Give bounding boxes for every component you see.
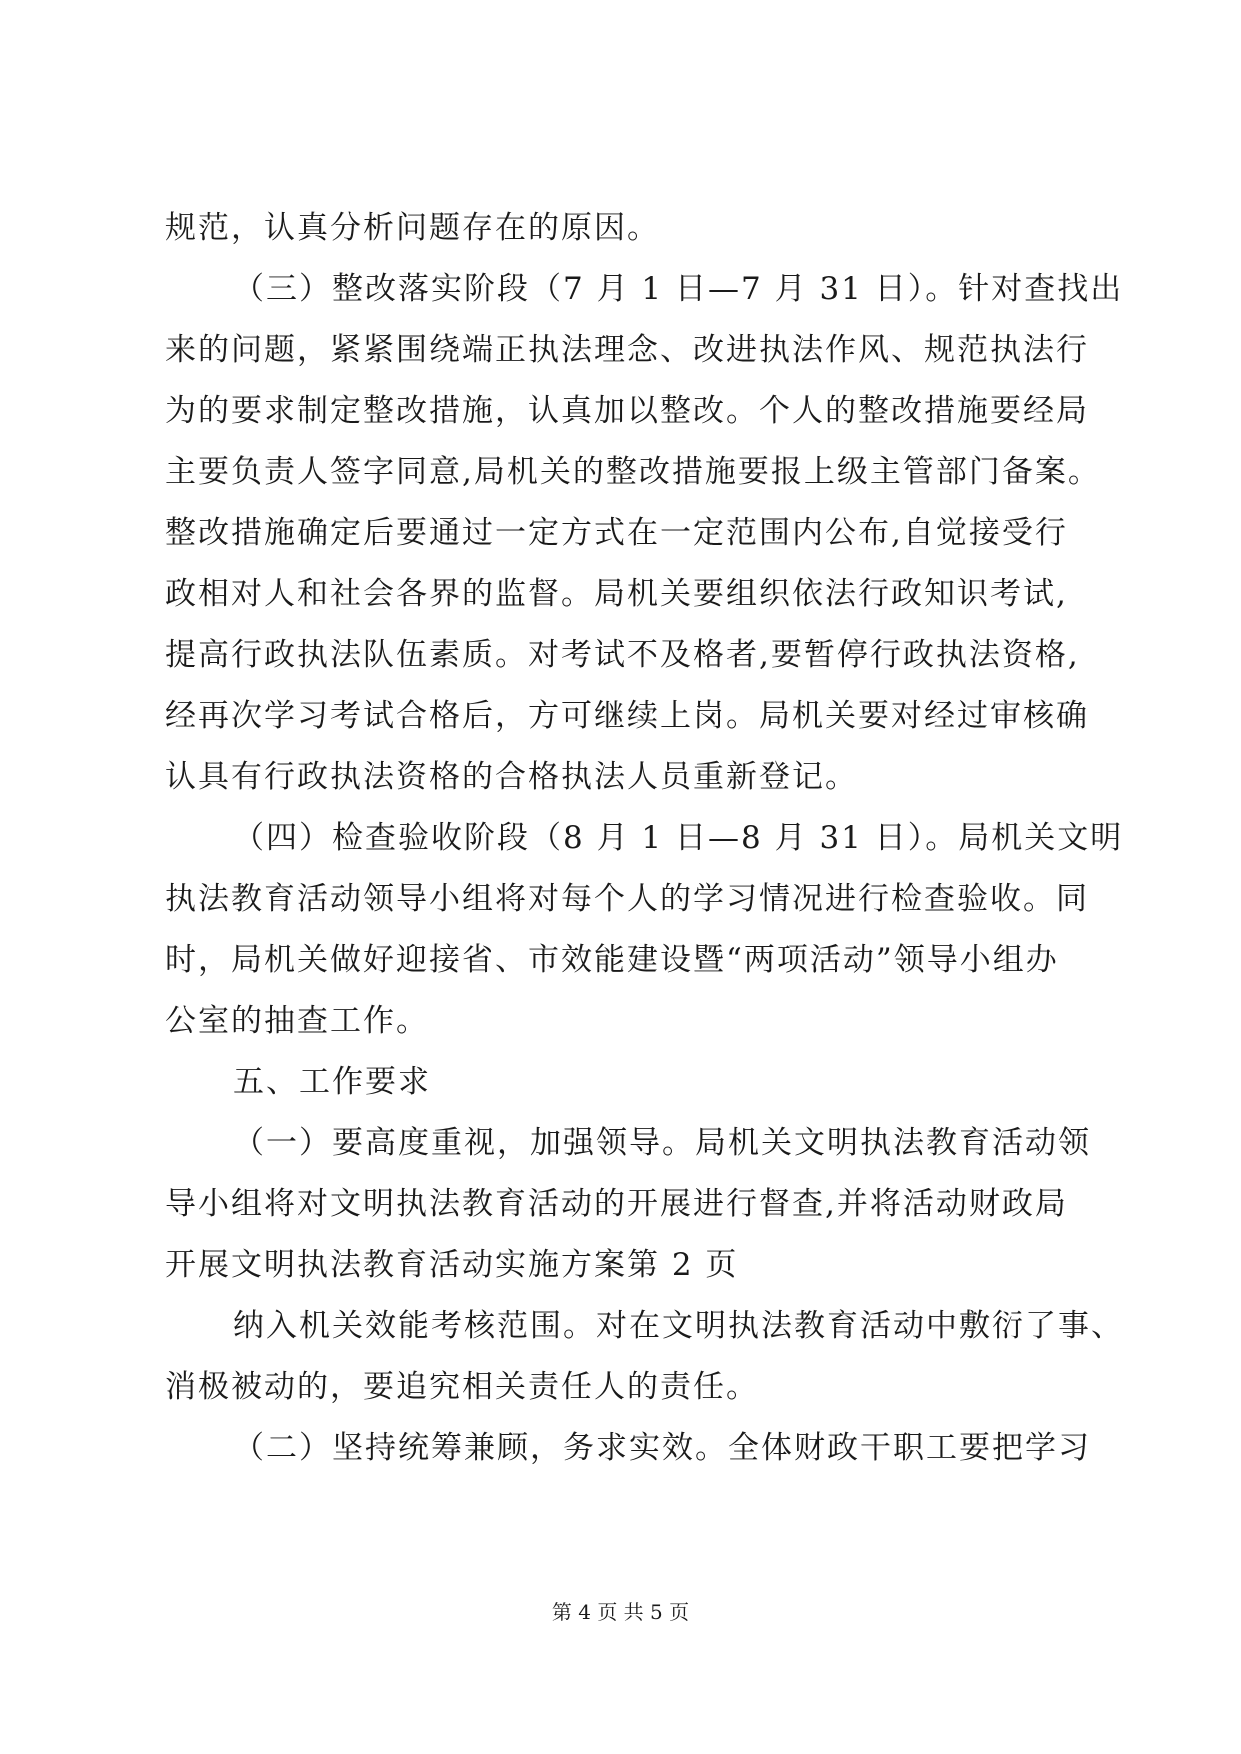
text-line: 整改措施确定后要通过一定方式在一定范围内公布,自觉接受行 [165, 515, 1068, 551]
text-line: （三）整改落实阶段（7 月 1 日—7 月 31 日）。针对查找出 [233, 271, 1124, 307]
text-line: 时，局机关做好迎接省、市效能建设暨“两项活动”领导小组办 [165, 942, 1059, 978]
text-line: 经再次学习考试合格后，方可继续上岗。局机关要对经过审核确 [165, 698, 1089, 734]
text-line: 政相对人和社会各界的监督。局机关要组织依法行政知识考试, [165, 576, 1068, 612]
text-line: 认具有行政执法资格的合格执法人员重新登记。 [165, 759, 858, 795]
page-footer: 第 4 页 共 5 页 [551, 1600, 690, 1624]
text-line: 开展文明执法教育活动实施方案第 2 页 [165, 1247, 739, 1283]
text-line: 为的要求制定整改措施，认真加以整改。个人的整改措施要经局 [165, 393, 1089, 429]
text-line: 导小组将对文明执法教育活动的开展进行督查,并将活动财政局 [165, 1186, 1068, 1222]
text-line: 规范，认真分析问题存在的原因。 [165, 210, 660, 246]
text-line: 纳入机关效能考核范围。对在文明执法教育活动中敷衍了事、 [233, 1308, 1124, 1344]
text-line: 主要负责人签字同意,局机关的整改措施要报上级主管部门备案。 [165, 454, 1101, 490]
text-line: （一）要高度重视，加强领导。局机关文明执法教育活动领 [233, 1125, 1091, 1161]
section-heading: 五、工作要求 [233, 1064, 431, 1100]
text-line: 执法教育活动领导小组将对每个人的学习情况进行检查验收。同 [165, 881, 1089, 917]
text-line: 公室的抽查工作。 [165, 1003, 429, 1039]
text-line: 消极被动的，要追究相关责任人的责任。 [165, 1369, 759, 1405]
text-line: （二）坚持统筹兼顾，务求实效。全体财政干职工要把学习 [233, 1430, 1091, 1466]
text-line: 提高行政执法队伍素质。对考试不及格者,要暂停行政执法资格, [165, 637, 1080, 673]
text-line: 来的问题，紧紧围绕端正执法理念、改进执法作风、规范执法行 [165, 332, 1089, 368]
text-line: （四）检查验收阶段（8 月 1 日—8 月 31 日）。局机关文明 [233, 820, 1124, 856]
